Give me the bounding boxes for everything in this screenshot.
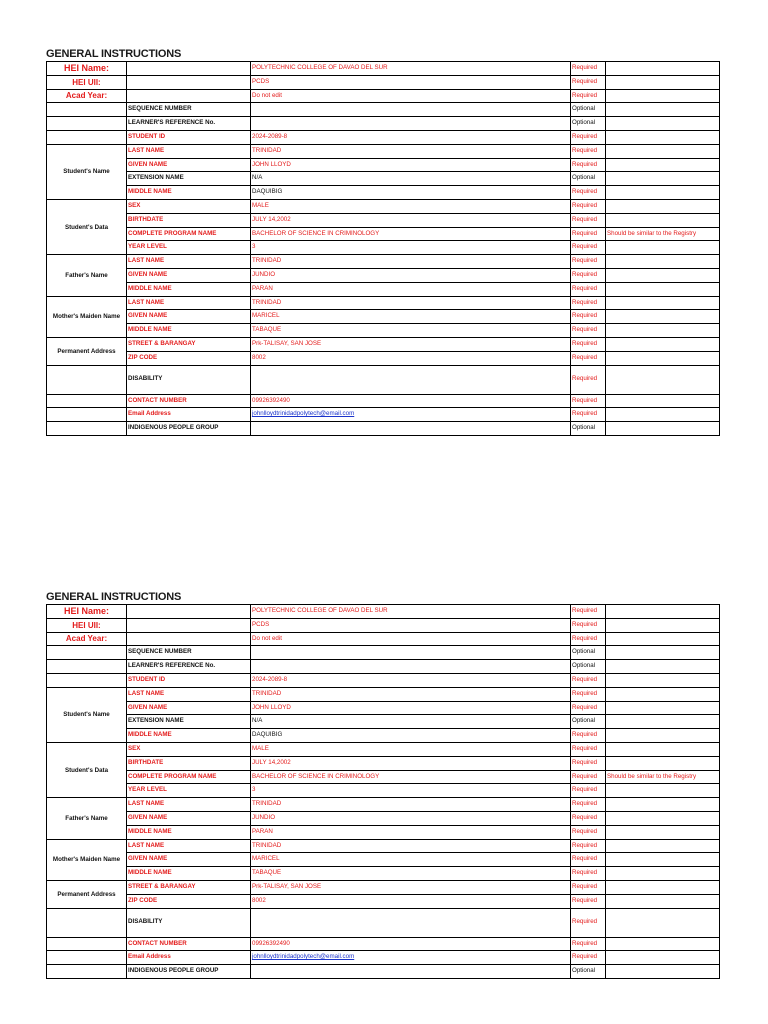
hei-uii-label: HEI UII: [47, 618, 127, 632]
table-row [47, 742, 720, 756]
field-value[interactable]: DAQUIBIG [251, 186, 571, 200]
table-row [47, 660, 720, 674]
field-label: SEQUENCE NUMBER [127, 103, 251, 117]
status-cell: Required [571, 784, 606, 798]
field-label: LAST NAME [127, 296, 251, 310]
field-label: STUDENT ID [127, 673, 251, 687]
status-cell: Required [571, 687, 606, 701]
field-label: LEARNER'S REFERENCE No. [127, 117, 251, 131]
status-cell: Required [571, 75, 606, 89]
group-label-fathers-name: Father's Name [47, 255, 127, 296]
status-cell: Optional [571, 117, 606, 131]
status-cell: Required [571, 186, 606, 200]
acad-year-value[interactable]: Do not edit [251, 632, 571, 646]
field-value[interactable]: JULY 14,2002 [251, 756, 571, 770]
field-value[interactable]: JULY 14,2002 [251, 213, 571, 227]
field-value[interactable]: MALE [251, 199, 571, 213]
status-cell: Optional [571, 103, 606, 117]
table-row [47, 117, 720, 131]
field-value[interactable] [251, 117, 571, 131]
field-label: INDIGENOUS PEOPLE GROUP [127, 965, 251, 979]
field-label: MIDDLE NAME [127, 867, 251, 881]
table-row [47, 351, 720, 365]
hei-uii-label: HEI UII: [47, 75, 127, 89]
status-cell: Required [571, 62, 606, 76]
field-label: MIDDLE NAME [127, 324, 251, 338]
field-value[interactable]: JOHN LLOYD [251, 158, 571, 172]
field-label: MIDDLE NAME [127, 186, 251, 200]
status-cell: Required [571, 227, 606, 241]
status-cell: Required [571, 951, 606, 965]
hei-name-value[interactable]: POLYTECHNIC COLLEGE OF DAVAO DEL SUR [251, 62, 571, 76]
field-label: GIVEN NAME [127, 701, 251, 715]
form-sheet-2 [46, 590, 720, 979]
field-label: SEX [127, 199, 251, 213]
field-label: MIDDLE NAME [127, 282, 251, 296]
field-value[interactable]: Prk-TALISAY, SAN JOSE [251, 880, 571, 894]
status-cell: Required [571, 618, 606, 632]
table-row [47, 241, 720, 255]
field-value[interactable]: TRINIDAD [251, 296, 571, 310]
status-cell: Required [571, 337, 606, 351]
field-label: STREET & BARANGAY [127, 880, 251, 894]
table-row [47, 937, 720, 951]
status-cell: Required [571, 130, 606, 144]
field-label: EXTENSION NAME [127, 715, 251, 729]
sheet-title: GENERAL INSTRUCTIONS [46, 591, 182, 603]
field-value[interactable]: TRINIDAD [251, 687, 571, 701]
table-row [47, 103, 720, 117]
table-row [47, 422, 720, 436]
table-row [47, 310, 720, 324]
table-row [47, 605, 720, 619]
status-cell: Required [571, 296, 606, 310]
field-label: GIVEN NAME [127, 268, 251, 282]
status-cell: Required [571, 742, 606, 756]
status-cell: Optional [571, 646, 606, 660]
status-cell: Required [571, 89, 606, 103]
table-row [47, 296, 720, 310]
field-label: LAST NAME [127, 144, 251, 158]
status-cell: Required [571, 255, 606, 269]
status-cell: Required [571, 144, 606, 158]
field-value[interactable]: PARAN [251, 282, 571, 296]
status-cell: Required [571, 701, 606, 715]
field-value[interactable]: TRINIDAD [251, 839, 571, 853]
email-link[interactable]: johnlloydtrinidadpolytech@email.com [251, 408, 571, 422]
field-value[interactable]: JUNDIO [251, 811, 571, 825]
form-table [46, 61, 720, 436]
acad-year-label: Acad Year: [47, 89, 127, 103]
status-cell: Required [571, 632, 606, 646]
field-label: DISABILITY [127, 365, 251, 394]
table-row [47, 213, 720, 227]
form-table [46, 604, 720, 979]
table-row [47, 687, 720, 701]
field-value[interactable]: 3 [251, 784, 571, 798]
field-label: MIDDLE NAME [127, 729, 251, 743]
status-cell: Required [571, 282, 606, 296]
status-cell: Required [571, 310, 606, 324]
table-row [47, 172, 720, 186]
group-label-permanent-address: Permanent Address [47, 337, 127, 365]
status-cell: Optional [571, 965, 606, 979]
table-row [47, 632, 720, 646]
status-cell: Required [571, 241, 606, 255]
field-value[interactable]: BACHELOR OF SCIENCE IN CRIMINOLOGY [251, 770, 571, 784]
status-cell: Required [571, 268, 606, 282]
table-row [47, 880, 720, 894]
field-label: YEAR LEVEL [127, 784, 251, 798]
status-cell: Optional [571, 715, 606, 729]
status-cell: Required [571, 811, 606, 825]
status-cell: Required [571, 825, 606, 839]
field-value[interactable]: BACHELOR OF SCIENCE IN CRIMINOLOGY [251, 227, 571, 241]
status-cell: Required [571, 756, 606, 770]
table-row [47, 965, 720, 979]
field-value[interactable] [251, 965, 571, 979]
hei-uii-value[interactable]: PCDS [251, 618, 571, 632]
table-row [47, 62, 720, 76]
hei-name-label: HEI Name: [47, 62, 127, 76]
status-cell: Required [571, 880, 606, 894]
field-label: GIVEN NAME [127, 158, 251, 172]
status-cell: Required [571, 199, 606, 213]
table-row [47, 729, 720, 743]
table-row [47, 673, 720, 687]
hei-uii-value[interactable]: PCDS [251, 75, 571, 89]
status-cell: Required [571, 324, 606, 338]
table-row [47, 337, 720, 351]
field-label: STREET & BARANGAY [127, 337, 251, 351]
field-label: Email Address [127, 951, 251, 965]
field-value[interactable] [251, 646, 571, 660]
field-value[interactable]: 2024-2089-8 [251, 673, 571, 687]
status-cell: Required [571, 158, 606, 172]
status-cell: Required [571, 213, 606, 227]
field-value[interactable]: TRINIDAD [251, 144, 571, 158]
field-label: COMPLETE PROGRAM NAME [127, 227, 251, 241]
field-value[interactable]: N/A [251, 172, 571, 186]
field-value[interactable]: TRINIDAD [251, 798, 571, 812]
status-cell: Required [571, 867, 606, 881]
status-cell: Required [571, 853, 606, 867]
field-value[interactable]: 8002 [251, 894, 571, 908]
field-label: LEARNER'S REFERENCE No. [127, 660, 251, 674]
table-row [47, 282, 720, 296]
field-label: SEX [127, 742, 251, 756]
table-row [47, 867, 720, 881]
status-cell: Required [571, 908, 606, 937]
note-cell: Should be similar to the Registry [606, 770, 720, 784]
table-row [47, 853, 720, 867]
field-value[interactable] [251, 365, 571, 394]
table-row [47, 394, 720, 408]
status-cell: Required [571, 673, 606, 687]
table-row [47, 784, 720, 798]
field-label: GIVEN NAME [127, 310, 251, 324]
table-row [47, 324, 720, 338]
status-cell: Optional [571, 422, 606, 436]
field-label: LAST NAME [127, 255, 251, 269]
table-row [47, 798, 720, 812]
status-cell: Required [571, 394, 606, 408]
note-cell: Should be similar to the Registry [606, 227, 720, 241]
table-row [47, 894, 720, 908]
table-row [47, 825, 720, 839]
group-label-students-data: Student's Data [47, 742, 127, 797]
field-label: GIVEN NAME [127, 811, 251, 825]
field-value[interactable]: TABAQUE [251, 867, 571, 881]
field-value[interactable] [251, 422, 571, 436]
status-cell: Required [571, 937, 606, 951]
status-cell: Required [571, 605, 606, 619]
group-label-students-name: Student's Name [47, 687, 127, 742]
status-cell: Required [571, 839, 606, 853]
field-value[interactable] [251, 660, 571, 674]
status-cell: Optional [571, 172, 606, 186]
status-cell: Required [571, 365, 606, 394]
field-value[interactable]: 8002 [251, 351, 571, 365]
field-value[interactable]: MALE [251, 742, 571, 756]
field-value[interactable] [251, 908, 571, 937]
field-label: LAST NAME [127, 798, 251, 812]
group-label-students-name: Student's Name [47, 144, 127, 199]
field-value[interactable]: 2024-2089-8 [251, 130, 571, 144]
table-row [47, 75, 720, 89]
field-value[interactable]: TRINIDAD [251, 255, 571, 269]
table-row [47, 839, 720, 853]
table-row [47, 951, 720, 965]
table-row [47, 365, 720, 394]
field-label: LAST NAME [127, 687, 251, 701]
field-label: STUDENT ID [127, 130, 251, 144]
field-label: SEQUENCE NUMBER [127, 646, 251, 660]
table-row [47, 255, 720, 269]
hei-name-label: HEI Name: [47, 605, 127, 619]
field-label: BIRTHDATE [127, 213, 251, 227]
table-row [47, 908, 720, 937]
group-label-students-data: Student's Data [47, 199, 127, 254]
field-value[interactable]: DAQUIBIG [251, 729, 571, 743]
table-row [47, 701, 720, 715]
field-label: INDIGENOUS PEOPLE GROUP [127, 422, 251, 436]
table-row [47, 186, 720, 200]
table-row [47, 227, 720, 241]
table-row [47, 144, 720, 158]
acad-year-label: Acad Year: [47, 632, 127, 646]
table-row [47, 756, 720, 770]
field-value[interactable]: N/A [251, 715, 571, 729]
field-value[interactable]: MARICEL [251, 310, 571, 324]
field-label: LAST NAME [127, 839, 251, 853]
group-label-permanent-address: Permanent Address [47, 880, 127, 908]
table-row [47, 268, 720, 282]
table-row [47, 130, 720, 144]
field-label: GIVEN NAME [127, 853, 251, 867]
table-row [47, 646, 720, 660]
field-label: YEAR LEVEL [127, 241, 251, 255]
table-row [47, 199, 720, 213]
field-label: ZIP CODE [127, 894, 251, 908]
field-label: ZIP CODE [127, 351, 251, 365]
field-label: CONTACT NUMBER [127, 394, 251, 408]
field-label: BIRTHDATE [127, 756, 251, 770]
status-cell: Required [571, 351, 606, 365]
status-cell: Required [571, 729, 606, 743]
field-value[interactable]: PARAN [251, 825, 571, 839]
group-label-mothers-maiden-name: Mother's Maiden Name [47, 296, 127, 337]
field-value[interactable]: TABAQUE [251, 324, 571, 338]
hei-name-value[interactable]: POLYTECHNIC COLLEGE OF DAVAO DEL SUR [251, 605, 571, 619]
field-value[interactable]: JUNDIO [251, 268, 571, 282]
table-row [47, 770, 720, 784]
field-label: CONTACT NUMBER [127, 937, 251, 951]
field-label: EXTENSION NAME [127, 172, 251, 186]
sheet-title: GENERAL INSTRUCTIONS [46, 48, 182, 60]
status-cell: Required [571, 798, 606, 812]
status-cell: Required [571, 894, 606, 908]
field-value[interactable]: Prk-TALISAY, SAN JOSE [251, 337, 571, 351]
group-label-fathers-name: Father's Name [47, 798, 127, 839]
status-cell: Required [571, 408, 606, 422]
status-cell: Optional [571, 660, 606, 674]
field-value[interactable]: JOHN LLOYD [251, 701, 571, 715]
table-row [47, 89, 720, 103]
table-row [47, 811, 720, 825]
field-label: COMPLETE PROGRAM NAME [127, 770, 251, 784]
table-row [47, 715, 720, 729]
group-label-mothers-maiden-name: Mother's Maiden Name [47, 839, 127, 880]
field-value[interactable]: MARICEL [251, 853, 571, 867]
email-link[interactable]: johnlloydtrinidadpolytech@email.com [251, 951, 571, 965]
field-value[interactable]: 3 [251, 241, 571, 255]
table-row [47, 618, 720, 632]
field-value[interactable] [251, 103, 571, 117]
acad-year-value[interactable]: Do not edit [251, 89, 571, 103]
field-label: MIDDLE NAME [127, 825, 251, 839]
field-value[interactable]: 09926392490 [251, 394, 571, 408]
table-row [47, 158, 720, 172]
form-sheet-1 [46, 47, 720, 436]
field-value[interactable]: 09926392490 [251, 937, 571, 951]
status-cell: Required [571, 770, 606, 784]
field-label: Email Address [127, 408, 251, 422]
table-row [47, 408, 720, 422]
field-label: DISABILITY [127, 908, 251, 937]
